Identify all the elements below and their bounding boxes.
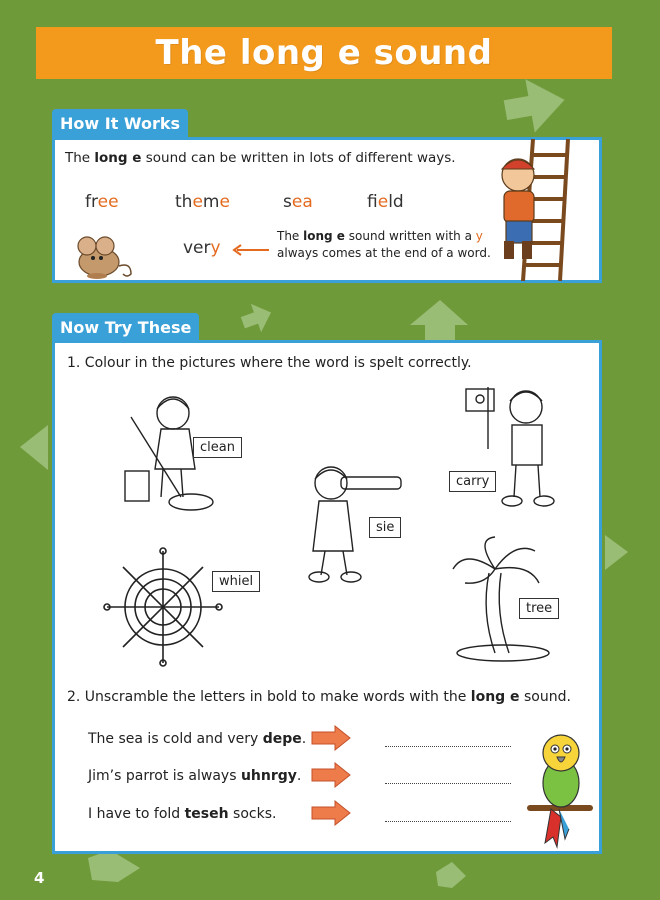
title-bar — [36, 27, 612, 79]
pirate-ladder-illustration — [488, 135, 578, 283]
sentence-3 — [88, 806, 276, 822]
note-part: sound written with a — [344, 229, 476, 243]
ex-part: f — [367, 192, 378, 212]
orange-arrow-icon — [311, 800, 351, 826]
bg-arrow-4 — [20, 425, 48, 470]
sentence-bold: teseh — [184, 806, 229, 822]
label-carry: carry — [449, 471, 496, 492]
example-word-free — [85, 192, 119, 212]
bg-arrow-7 — [436, 862, 466, 888]
example-word-sea — [283, 192, 313, 212]
how-it-works-label: How It Works — [60, 114, 181, 133]
ex-part: s — [283, 192, 292, 212]
ex-part: ld — [388, 192, 404, 212]
ship-wheel-picture[interactable] — [103, 547, 223, 667]
how-it-works-tab — [52, 109, 188, 137]
ex-part: fr — [85, 192, 98, 212]
parrot-illustration — [527, 731, 597, 849]
label-clean: clean — [193, 437, 242, 458]
sentence-bold: depe — [262, 731, 302, 747]
sentence-post: . — [301, 731, 307, 747]
example-word-theme — [175, 192, 230, 212]
bg-arrow-6 — [88, 850, 140, 882]
ex-part: m — [202, 192, 220, 212]
pirate-flag-picture[interactable] — [458, 379, 568, 514]
page-number: 4 — [34, 869, 45, 887]
sentence-pre: I have to fold — [88, 806, 185, 822]
label-sie: sie — [369, 517, 401, 538]
sentence-1 — [88, 731, 306, 747]
ex-part: ver — [183, 238, 211, 258]
ex-hl: y — [210, 238, 221, 258]
sentence-pre: Jim’s parrot is always — [88, 768, 241, 784]
intro-bold: long e — [94, 150, 142, 166]
now-try-these-label: Now Try These — [60, 318, 192, 337]
bg-arrow-3 — [410, 300, 468, 340]
mouse-illustration — [67, 232, 137, 282]
answer-line-1[interactable] — [385, 745, 511, 747]
example-word-field — [367, 192, 404, 212]
answer-line-3[interactable] — [385, 820, 511, 822]
ex-part: th — [175, 192, 193, 212]
question-2 — [67, 689, 571, 705]
answer-line-2[interactable] — [385, 782, 511, 784]
page-title: The long e sound — [155, 33, 493, 73]
ex-hl: ie — [377, 192, 389, 212]
ex-hl: e — [192, 192, 203, 212]
intro-text — [65, 150, 456, 166]
note-part: always comes at the end of a word. — [277, 246, 491, 260]
ex-hl: ee — [97, 192, 119, 212]
label-tree: tree — [519, 598, 559, 619]
note-part: The — [277, 229, 304, 243]
ex-hl: e — [219, 192, 230, 212]
note-bold: long e — [303, 229, 345, 243]
sentence-post: socks. — [228, 806, 277, 822]
q2-bold: long e — [470, 689, 520, 705]
bg-arrow-2 — [238, 298, 276, 336]
bg-arrow-1 — [501, 73, 569, 137]
orange-arrow-icon — [311, 762, 351, 788]
sentence-post: . — [296, 768, 302, 784]
orange-arrow-icon — [311, 725, 351, 751]
sentence-2 — [88, 768, 301, 784]
intro-pre: The — [65, 150, 95, 166]
sentence-bold: uhnrgy — [240, 768, 297, 784]
q2-pre: 2. Unscramble the letters in bold to make words with the — [67, 689, 471, 705]
very-note — [277, 228, 497, 262]
now-try-these-tab — [52, 313, 199, 341]
sentence-pre: The sea is cold and very — [88, 731, 263, 747]
label-whiel: whiel — [212, 571, 260, 592]
intro-post: sound can be written in lots of different ways. — [141, 150, 456, 166]
ex-hl: ea — [291, 192, 313, 212]
bg-arrow-5 — [605, 535, 628, 570]
now-try-these-panel — [52, 340, 602, 854]
example-word-very — [183, 238, 221, 258]
question-1: 1. Colour in the pictures where the word is spelt correctly. — [67, 355, 472, 371]
left-arrow-icon — [231, 244, 271, 256]
note-hl: y — [475, 229, 483, 243]
q2-post: sound. — [519, 689, 571, 705]
